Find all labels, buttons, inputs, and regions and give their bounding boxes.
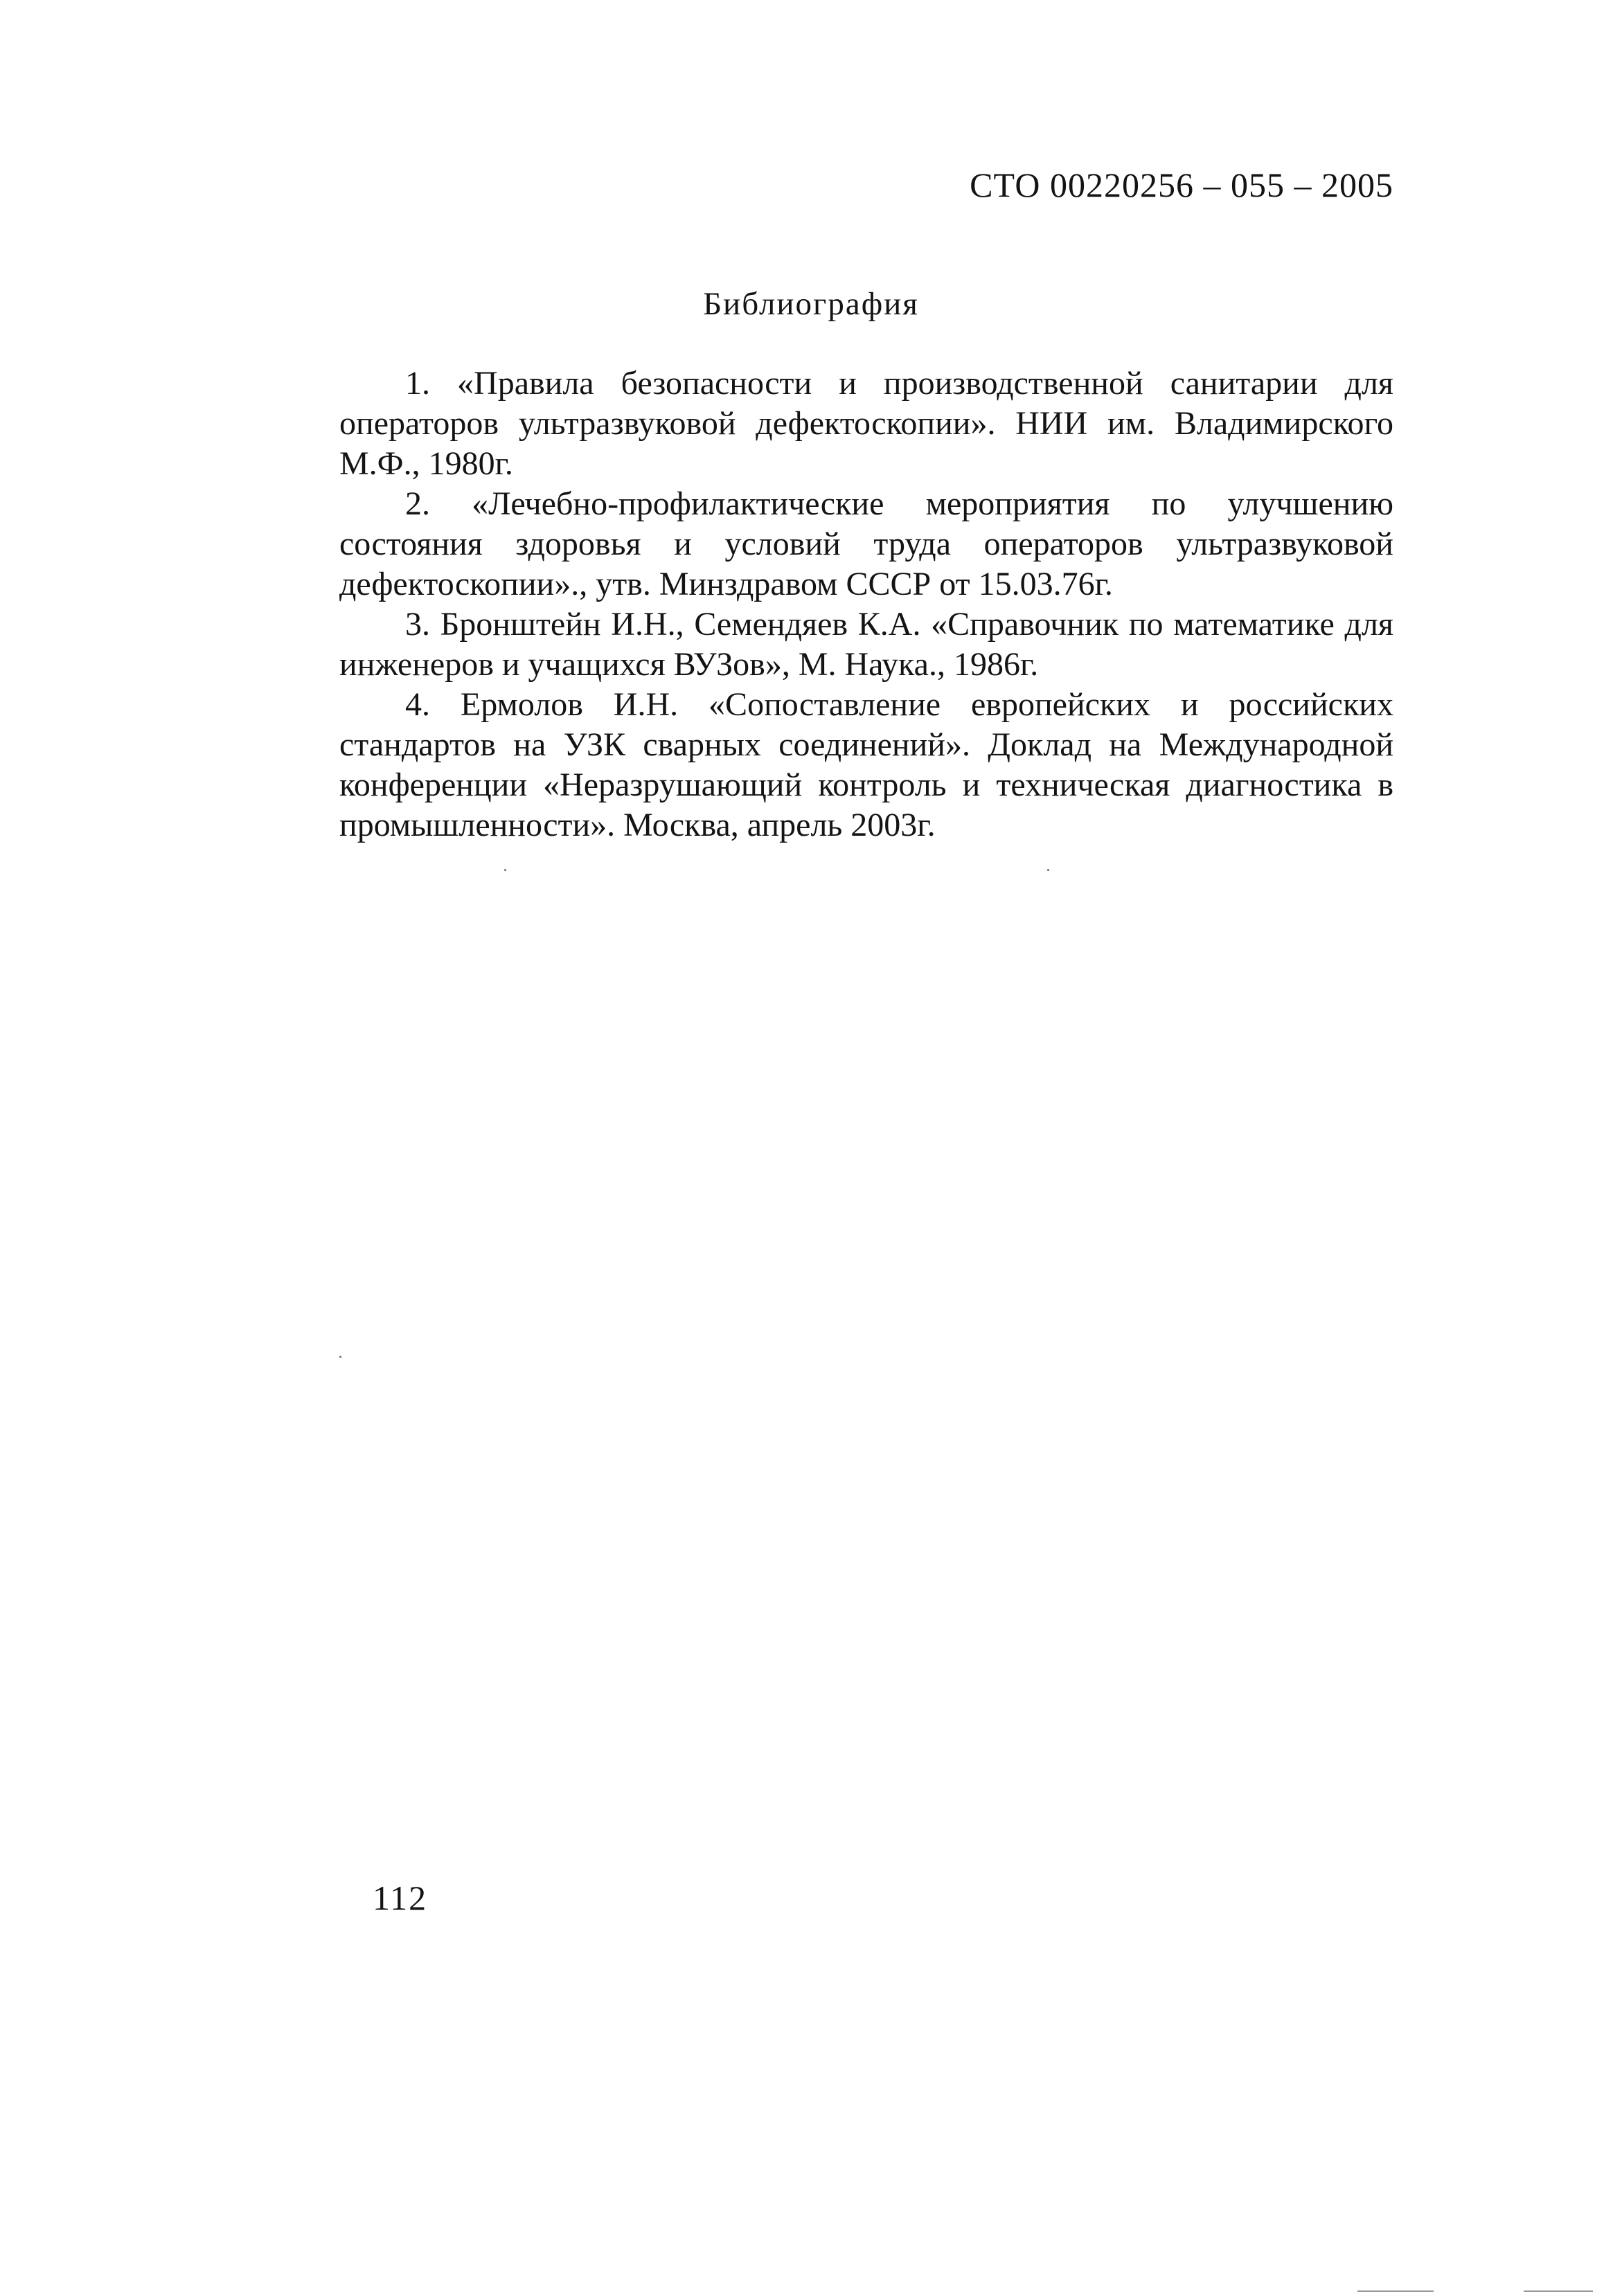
scan-edge-mark (1357, 2290, 1434, 2292)
document-code: СТО 00220256 – 055 – 2005 (970, 165, 1393, 204)
page-number: 112 (373, 1878, 428, 1917)
bibliography-item: 1. «Правила безопасности и производственной санитарии для операторов ультразвуковой дефектоскопии». НИИ им. Владимирского М.Ф., 1980г. (339, 365, 1393, 482)
bibliography-list (339, 364, 1393, 845)
scan-speck (339, 1356, 341, 1358)
bibliography-item: 2. «Лечебно-профилактические мероприятия по улучшению состояния здоровья и условий труда операторов ультразвуковой дефектоскопии»., утв. Минздравом СССР от 15.03.76г. (339, 485, 1393, 602)
bibliography-item: 4. Ермолов И.Н. «Сопоставление европейских и российских стандартов на УЗК сварных соединений». Доклад на Международной конференции «Неразрушающий контроль и техническая диагностика в промышленности». Москва, апрель 2003г. (339, 686, 1393, 843)
scan-speck (504, 869, 506, 871)
page-title: Библиография (703, 286, 919, 322)
scan-speck (1047, 869, 1049, 871)
scan-edge-mark (1524, 2290, 1593, 2292)
bibliography-item: 3. Бронштейн И.Н., Семендяев К.А. «Справочник по математике для инженеров и учащихся ВУЗов», М. Наука., 1986г. (339, 606, 1393, 683)
